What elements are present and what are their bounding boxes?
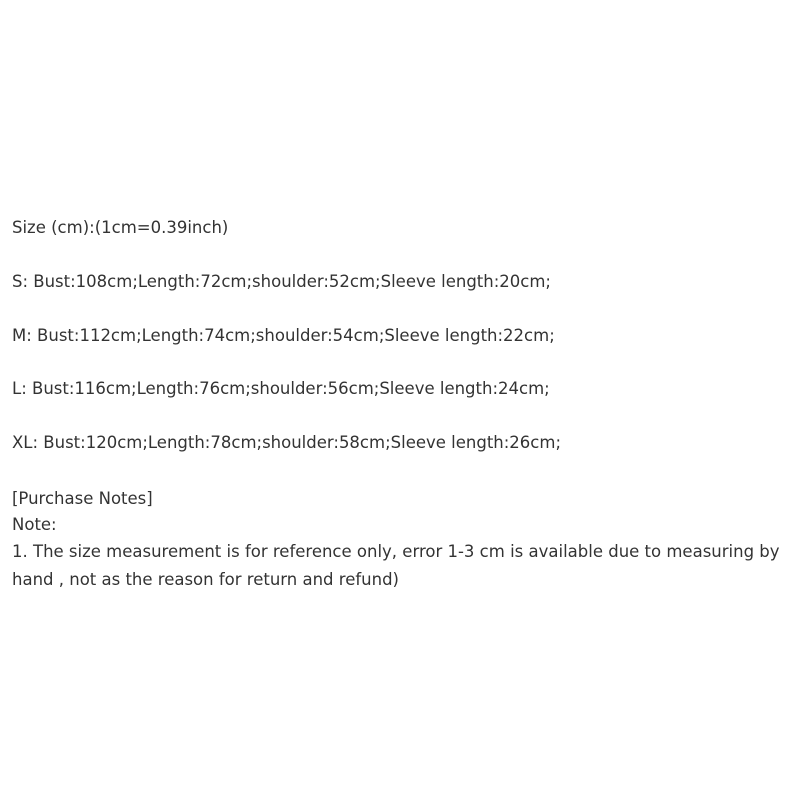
note-text: 1. The size measurement is for reference only, error 1-3 cm is available due to measuring by hand , not as the reason for return and refund) [12, 542, 780, 589]
size-row-xl: XL: Bust:120cm;Length:78cm;shoulder:58cm;Sleeve length:26cm; [12, 433, 562, 452]
purchase-notes-heading: [Purchase Notes] [12, 489, 153, 508]
size-row-m: M: Bust:112cm;Length:74cm;shoulder:54cm;Sleeve length:22cm; [12, 326, 555, 345]
size-header: Size (cm):(1cm=0.39inch) [12, 218, 229, 237]
size-row-s: S: Bust:108cm;Length:72cm;shoulder:52cm;Sleeve length:20cm; [12, 272, 551, 291]
note-label: Note: [12, 515, 57, 534]
size-row-l: L: Bust:116cm;Length:76cm;shoulder:56cm;Sleeve length:24cm; [12, 379, 550, 398]
